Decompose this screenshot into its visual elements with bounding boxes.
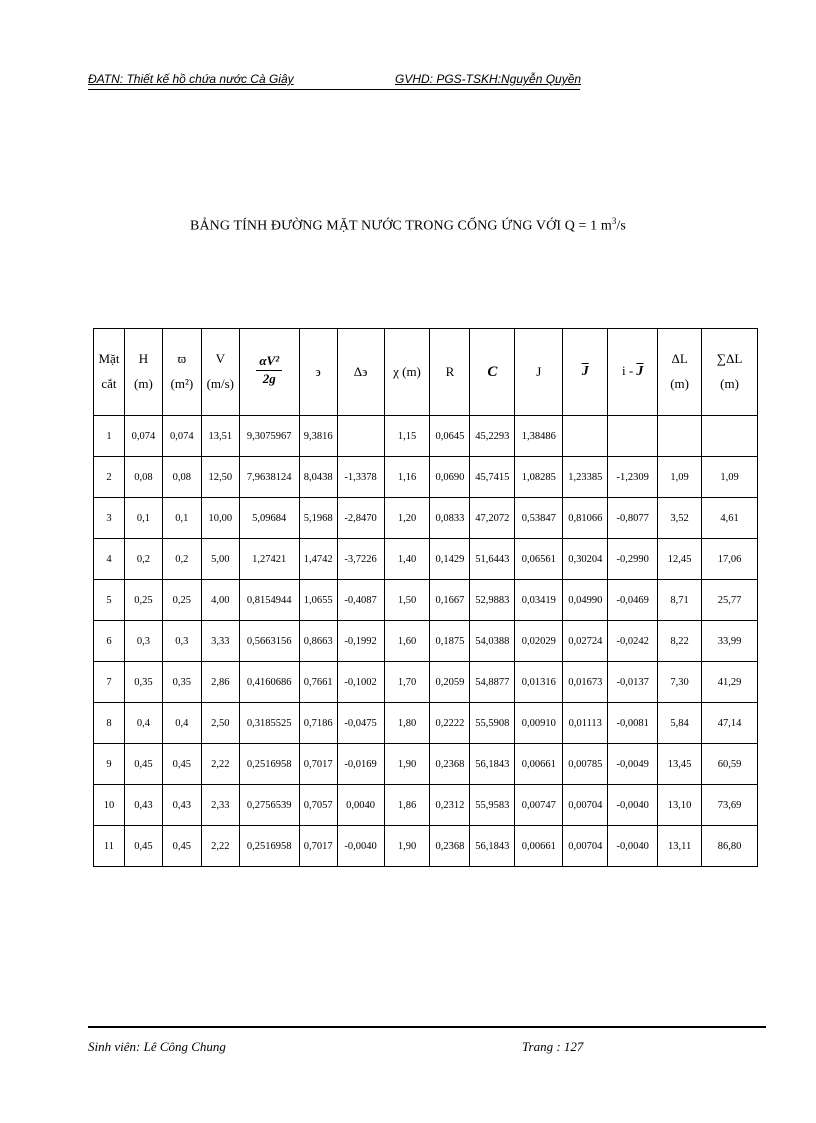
col-J-bar: $\overline{J}$	[563, 329, 608, 416]
table-cell: -0,1002	[337, 662, 384, 703]
table-cell: 7,9638124	[239, 457, 299, 498]
footer-student: Sinh viên: Lê Công Chung	[88, 1039, 226, 1054]
table-cell: 0,45	[162, 744, 201, 785]
table-cell: 0,074	[162, 416, 201, 457]
table-cell: 2,50	[201, 703, 239, 744]
table-cell: 0,06561	[515, 539, 563, 580]
page-header	[88, 70, 580, 92]
table-cell: 1	[94, 416, 125, 457]
table-row	[94, 785, 758, 826]
table-cell	[658, 416, 702, 457]
table-cell: 1,23385	[563, 457, 608, 498]
table-cell: 55,9583	[470, 785, 515, 826]
table-cell: 5,09684	[239, 498, 299, 539]
table-cell: 3,33	[201, 621, 239, 662]
table-cell: 56,1843	[470, 744, 515, 785]
table-cell: 7	[94, 662, 125, 703]
table-cell: 0,2222	[430, 703, 470, 744]
table-cell: 0,00661	[515, 826, 563, 867]
table-cell: 0,3	[162, 621, 201, 662]
table-cell: 0,03419	[515, 580, 563, 621]
table-row	[94, 744, 758, 785]
table-cell: 0,4160686	[239, 662, 299, 703]
col-chi: χ (m)	[384, 329, 430, 416]
table-cell: 0,00661	[515, 744, 563, 785]
table-cell	[702, 416, 758, 457]
table-cell: 6	[94, 621, 125, 662]
table-cell: 45,7415	[470, 457, 515, 498]
table-cell: 1,15	[384, 416, 430, 457]
table-cell: 1,38486	[515, 416, 563, 457]
col-J: J	[515, 329, 563, 416]
table-body	[94, 416, 758, 867]
table-cell: -0,0049	[608, 744, 658, 785]
table-cell: 5,1968	[299, 498, 337, 539]
col-dL: ΔL (m)	[658, 329, 702, 416]
table-cell: 54,0388	[470, 621, 515, 662]
table-cell: -0,1992	[337, 621, 384, 662]
table-cell	[337, 416, 384, 457]
table-cell: 1,90	[384, 826, 430, 867]
table-row	[94, 498, 758, 539]
table-cell: -0,0469	[608, 580, 658, 621]
table-cell: 0,43	[162, 785, 201, 826]
table-cell: -0,0137	[608, 662, 658, 703]
table-cell: 2	[94, 457, 125, 498]
table-cell: 0,2756539	[239, 785, 299, 826]
table-cell: 3,52	[658, 498, 702, 539]
table-cell: 5,84	[658, 703, 702, 744]
table-cell: 0,02724	[563, 621, 608, 662]
table-cell: 0,0690	[430, 457, 470, 498]
table-cell: 0,1	[124, 498, 162, 539]
table-cell: 60,59	[702, 744, 758, 785]
table-cell: 0,01316	[515, 662, 563, 703]
header-rule	[88, 89, 580, 90]
col-E: ϶	[299, 329, 337, 416]
table-cell: 7,30	[658, 662, 702, 703]
table-cell: 0,4	[162, 703, 201, 744]
table-cell: 0,2516958	[239, 744, 299, 785]
table-cell: -2,8470	[337, 498, 384, 539]
table-cell: 17,06	[702, 539, 758, 580]
table-cell: 0,04990	[563, 580, 608, 621]
table-cell: 86,80	[702, 826, 758, 867]
table-row	[94, 621, 758, 662]
table-cell: 0,25	[124, 580, 162, 621]
table-cell: 5,00	[201, 539, 239, 580]
fraction-av2-2g: $\frac{\text{αV²}}{2g}$	[256, 353, 282, 388]
table-cell: 0,2368	[430, 744, 470, 785]
table-cell: 13,11	[658, 826, 702, 867]
table-cell: 0,00910	[515, 703, 563, 744]
table-cell: 1,60	[384, 621, 430, 662]
table-cell: 0,0040	[337, 785, 384, 826]
table-cell: 0,00704	[563, 826, 608, 867]
table-cell: 45,2293	[470, 416, 515, 457]
table-cell: 51,6443	[470, 539, 515, 580]
table-cell: 3	[94, 498, 125, 539]
table-cell: 0,45	[162, 826, 201, 867]
table-cell: 25,77	[702, 580, 758, 621]
table-cell: 1,16	[384, 457, 430, 498]
col-R: R	[430, 329, 470, 416]
table-cell: 2,22	[201, 826, 239, 867]
table-cell: 0,1667	[430, 580, 470, 621]
table-cell: -0,0475	[337, 703, 384, 744]
table-cell: 1,80	[384, 703, 430, 744]
table-cell: 0,00747	[515, 785, 563, 826]
table-cell: -0,0081	[608, 703, 658, 744]
table-row	[94, 580, 758, 621]
table-cell: 0,0833	[430, 498, 470, 539]
table-cell: 0,53847	[515, 498, 563, 539]
table-cell: 2,86	[201, 662, 239, 703]
table-cell: 4,00	[201, 580, 239, 621]
table-cell: 8,0438	[299, 457, 337, 498]
table-cell: 0,35	[124, 662, 162, 703]
col-omega: ϖ (m²)	[162, 329, 201, 416]
table-cell: 0,7186	[299, 703, 337, 744]
table-cell: 0,02029	[515, 621, 563, 662]
table-cell: 1,90	[384, 744, 430, 785]
table-cell: 12,45	[658, 539, 702, 580]
table-cell: -0,0242	[608, 621, 658, 662]
table-row	[94, 539, 758, 580]
table-cell: 0,2368	[430, 826, 470, 867]
table-cell: 41,29	[702, 662, 758, 703]
table-cell: 47,2072	[470, 498, 515, 539]
table-cell: 0,43	[124, 785, 162, 826]
table-cell: 0,08	[124, 457, 162, 498]
table-cell: -0,2990	[608, 539, 658, 580]
table-cell: 13,45	[658, 744, 702, 785]
table-cell: 0,1875	[430, 621, 470, 662]
table-cell: 1,27421	[239, 539, 299, 580]
table-cell: 1,70	[384, 662, 430, 703]
table-cell: 0,4	[124, 703, 162, 744]
table-row	[94, 703, 758, 744]
table-cell: 0,2	[124, 539, 162, 580]
table-cell: 4,61	[702, 498, 758, 539]
table-cell: 12,50	[201, 457, 239, 498]
table-row	[94, 457, 758, 498]
table-row	[94, 416, 758, 457]
table-cell: 52,9883	[470, 580, 515, 621]
table-cell: 0,08	[162, 457, 201, 498]
footer-page-number: Trang : 127	[522, 1039, 584, 1054]
table-cell: 10,00	[201, 498, 239, 539]
table-cell: 0,00785	[563, 744, 608, 785]
col-mat-cat: Mặt cắt	[94, 329, 125, 416]
table-cell: 56,1843	[470, 826, 515, 867]
table-cell: 0,81066	[563, 498, 608, 539]
table-cell: 1,09	[658, 457, 702, 498]
table-cell: 0,01113	[563, 703, 608, 744]
table-cell: 1,0655	[299, 580, 337, 621]
table-title-text: BẢNG TÍNH ĐƯỜNG MẶT NƯỚC TRONG CỐNG ỨNG VỚI Q = 1 m	[190, 218, 612, 234]
header-supervisor: GVHD: PGS-TSKH:Nguyễn Quyền	[395, 72, 582, 86]
table-cell: 1,86	[384, 785, 430, 826]
table-row	[94, 662, 758, 703]
table-cell: 1,40	[384, 539, 430, 580]
table-cell: 0,074	[124, 416, 162, 457]
col-V: V (m/s)	[201, 329, 239, 416]
table-cell: 0,45	[124, 826, 162, 867]
table-cell: 0,2312	[430, 785, 470, 826]
table-title-unit: /s	[616, 218, 626, 234]
table-cell: 0,2059	[430, 662, 470, 703]
table-cell: 0,0645	[430, 416, 470, 457]
table-cell: 0,45	[124, 744, 162, 785]
table-cell: 0,7017	[299, 826, 337, 867]
header-thesis-title: ĐATN: Thiết kế hồ chứa nước Cà Giây	[88, 72, 294, 86]
col-i-minus-J-bar: i - $\overline{J}$	[608, 329, 658, 416]
col-sum-dL: ∑ΔL (m)	[702, 329, 758, 416]
table-cell: 9,3816	[299, 416, 337, 457]
table-cell: 54,8877	[470, 662, 515, 703]
table-cell: 1,4742	[299, 539, 337, 580]
table-cell: -0,4087	[337, 580, 384, 621]
table-cell: 0,25	[162, 580, 201, 621]
table-cell: 10	[94, 785, 125, 826]
table-cell: 0,00704	[563, 785, 608, 826]
table-cell: 0,1429	[430, 539, 470, 580]
table-cell: 55,5908	[470, 703, 515, 744]
table-cell: -0,0040	[337, 826, 384, 867]
table-cell: 0,3185525	[239, 703, 299, 744]
table-cell: 0,3	[124, 621, 162, 662]
table-cell	[563, 416, 608, 457]
table-cell: 5	[94, 580, 125, 621]
footer-rule	[88, 1026, 766, 1028]
table-cell: 13,51	[201, 416, 239, 457]
table-cell: 4	[94, 539, 125, 580]
table-cell: -0,8077	[608, 498, 658, 539]
col-dE: Δ϶	[337, 329, 384, 416]
table-cell: 0,5663156	[239, 621, 299, 662]
table-cell: 73,69	[702, 785, 758, 826]
table-cell: 0,7017	[299, 744, 337, 785]
table-cell: 1,09	[702, 457, 758, 498]
table-cell: 47,14	[702, 703, 758, 744]
table-cell: 1,50	[384, 580, 430, 621]
table-cell: 0,2516958	[239, 826, 299, 867]
table-row	[94, 826, 758, 867]
table-cell: 0,30204	[563, 539, 608, 580]
table-cell: 2,33	[201, 785, 239, 826]
col-H: H (m)	[124, 329, 162, 416]
table-cell: -0,0040	[608, 826, 658, 867]
header-row	[94, 329, 758, 416]
table-cell: 1,08285	[515, 457, 563, 498]
table-cell: 0,8154944	[239, 580, 299, 621]
table-cell: 9,3075967	[239, 416, 299, 457]
table-cell: -1,3378	[337, 457, 384, 498]
col-C: C	[470, 329, 515, 416]
table-cell: 8,22	[658, 621, 702, 662]
table-cell: -0,0169	[337, 744, 384, 785]
table-cell: 0,01673	[563, 662, 608, 703]
table-cell: 0,1	[162, 498, 201, 539]
table-cell: -0,0040	[608, 785, 658, 826]
table-cell: -1,2309	[608, 457, 658, 498]
table-cell: 0,7661	[299, 662, 337, 703]
col-velocity-head	[239, 329, 299, 416]
table-cell: 2,22	[201, 744, 239, 785]
table-cell: 0,2	[162, 539, 201, 580]
table-cell	[608, 416, 658, 457]
water-surface-table	[93, 328, 758, 867]
table-cell: 11	[94, 826, 125, 867]
table-cell: 0,7057	[299, 785, 337, 826]
table-cell: -3,7226	[337, 539, 384, 580]
table-cell: 9	[94, 744, 125, 785]
table-cell: 0,35	[162, 662, 201, 703]
table-cell: 13,10	[658, 785, 702, 826]
table-cell: 33,99	[702, 621, 758, 662]
table-title-superscript: 3	[611, 216, 617, 226]
table-cell: 8	[94, 703, 125, 744]
table-cell: 0,8663	[299, 621, 337, 662]
table-cell: 1,20	[384, 498, 430, 539]
table-title	[0, 216, 816, 235]
table-cell: 8,71	[658, 580, 702, 621]
